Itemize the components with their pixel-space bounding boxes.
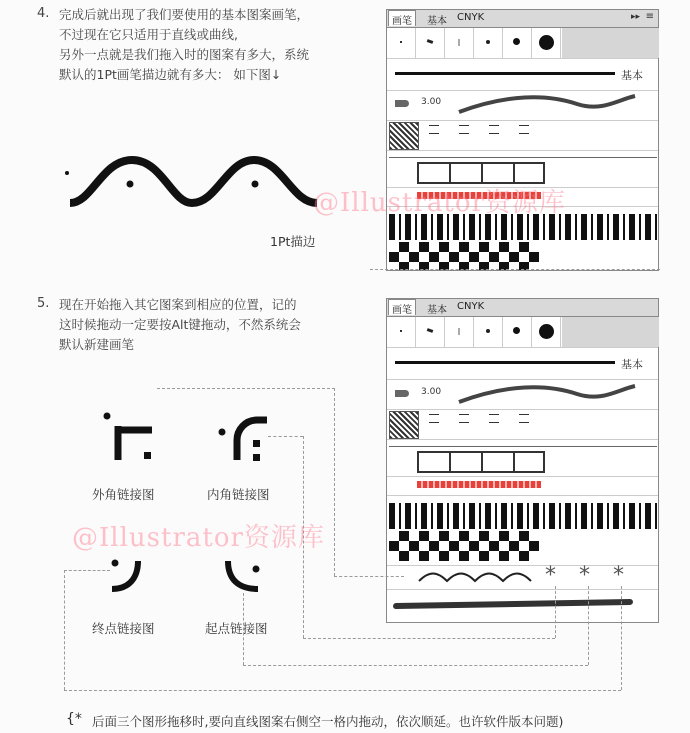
brush-tip[interactable] bbox=[445, 28, 474, 58]
asterisk-marker: * bbox=[613, 563, 624, 588]
panel-menu-icon[interactable]: ≡ bbox=[645, 11, 654, 22]
brush-tip-icon bbox=[395, 390, 409, 397]
tab-brushes[interactable]: 画笔 bbox=[388, 10, 416, 26]
empty-tip-area bbox=[562, 28, 659, 58]
watermark: @Illustrator资源库 bbox=[313, 188, 566, 218]
dashed-connector bbox=[334, 576, 404, 577]
tab-basic[interactable]: 基本 bbox=[427, 305, 447, 316]
stroke-size: 3.00 bbox=[421, 97, 442, 107]
basic-label: 基本 bbox=[621, 69, 643, 82]
outer-corner-label: 外角链接图 bbox=[92, 487, 155, 502]
checker-brush[interactable] bbox=[389, 531, 539, 561]
step4-number: 4. bbox=[37, 6, 50, 21]
pattern-art-thumb[interactable] bbox=[389, 411, 419, 439]
dashed-connector bbox=[268, 436, 303, 437]
tick-line-brush[interactable] bbox=[389, 157, 657, 158]
step5-line: 这时候拖动一定要按Alt键拖动，不然系统会 bbox=[59, 317, 301, 332]
wave-pattern-brush[interactable] bbox=[417, 569, 542, 585]
pattern-mini bbox=[459, 414, 469, 423]
brush-tip[interactable] bbox=[474, 317, 503, 347]
start-tile-icon[interactable] bbox=[222, 557, 267, 597]
dashed-connector bbox=[157, 388, 335, 389]
pattern-mini bbox=[489, 414, 499, 423]
step5-number: 5. bbox=[37, 296, 50, 311]
tab-brushes[interactable]: 画笔 bbox=[388, 299, 416, 315]
asterisk-marker: * bbox=[579, 563, 590, 588]
tab-cmyk[interactable]: CNYK bbox=[457, 12, 485, 23]
brushes-panel-2[interactable] bbox=[386, 298, 659, 623]
dashed-connector bbox=[64, 690, 621, 691]
tab-basic[interactable]: 基本 bbox=[427, 16, 447, 27]
end-label: 终点链接图 bbox=[92, 621, 155, 636]
red-pattern-brush[interactable] bbox=[417, 481, 541, 488]
dashed-connector bbox=[243, 665, 588, 666]
step4-line: 默认的1Pt画笔描边就有多大： 如下图↓ bbox=[59, 67, 282, 82]
brush-tip[interactable] bbox=[503, 28, 532, 58]
step5-line: 默认新建画笔 bbox=[59, 337, 135, 352]
film-strip-brush[interactable] bbox=[417, 451, 545, 473]
dashed-connector bbox=[588, 586, 589, 665]
panel-tabbar bbox=[387, 299, 658, 317]
stroke-size: 3.00 bbox=[421, 387, 442, 397]
step4-line: 完成后就出现了我们要使用的基本图案画笔， bbox=[59, 7, 310, 22]
brush-tip[interactable] bbox=[532, 317, 561, 347]
tick-line-brush[interactable] bbox=[389, 446, 657, 447]
dashed-connector bbox=[621, 586, 622, 690]
calligraphic-brush[interactable] bbox=[457, 92, 637, 120]
dashed-connector bbox=[64, 570, 110, 571]
dashed-connector bbox=[303, 638, 555, 639]
pattern-mini bbox=[489, 125, 499, 134]
inner-corner-tile-icon[interactable] bbox=[215, 410, 275, 470]
start-label: 起点链接图 bbox=[205, 621, 268, 636]
step5-line: 现在开始拖入其它图案到相应的位置，记的 bbox=[59, 297, 297, 312]
brush-tips-row bbox=[387, 317, 660, 347]
step4-line: 不过现在它只适用于直线或曲线, bbox=[59, 27, 238, 42]
empty-tip-area bbox=[562, 317, 659, 347]
checker-brush[interactable] bbox=[389, 242, 539, 270]
footnote-text: 后面三个图形拖移时,要向直线图案右侧空一格内拖动，依次顺延。也许软件版本问题) bbox=[92, 714, 564, 729]
basic-line-brush[interactable] bbox=[395, 72, 615, 75]
asterisk-marker: * bbox=[545, 563, 556, 588]
brush-tip[interactable] bbox=[387, 317, 416, 347]
step5-text bbox=[59, 295, 301, 355]
panel-tabbar bbox=[387, 10, 658, 28]
step4-line: 另外一点就是我们拖入时的图案有多大，系统 bbox=[59, 47, 310, 62]
brush-tip-icon bbox=[395, 100, 409, 107]
dashed-connector bbox=[64, 570, 65, 690]
brush-tip[interactable] bbox=[445, 317, 474, 347]
pattern-mini bbox=[459, 125, 469, 134]
brush-tip[interactable] bbox=[416, 317, 445, 347]
tab-cmyk[interactable]: CNYK bbox=[457, 301, 485, 312]
wave-stroke-illustration bbox=[62, 148, 327, 218]
brush-tip[interactable] bbox=[387, 28, 416, 58]
brush-tip[interactable] bbox=[532, 28, 561, 58]
inner-corner-label: 内角链接图 bbox=[207, 487, 270, 502]
dashed-connector bbox=[334, 388, 335, 576]
brushes-panel-1[interactable] bbox=[386, 9, 659, 271]
brush-tip[interactable] bbox=[474, 28, 503, 58]
greek-key-brush[interactable] bbox=[389, 503, 657, 529]
calligraphic-brush[interactable] bbox=[457, 382, 637, 410]
watermark: @Illustrator资源库 bbox=[72, 523, 325, 553]
brush-tip[interactable] bbox=[503, 317, 532, 347]
charcoal-brush[interactable] bbox=[393, 599, 633, 609]
step4-text bbox=[59, 5, 309, 85]
dashed-separator bbox=[370, 269, 660, 270]
stroke-caption: 1Pt描边 bbox=[270, 234, 316, 249]
pattern-mini bbox=[519, 125, 529, 134]
basic-line-brush[interactable] bbox=[395, 361, 615, 364]
pattern-mini bbox=[519, 414, 529, 423]
footnote-symbol: {* bbox=[66, 711, 82, 727]
brush-tips-row bbox=[387, 28, 660, 58]
pattern-art-thumb[interactable] bbox=[389, 122, 419, 150]
pattern-mini bbox=[429, 125, 439, 134]
dashed-connector bbox=[243, 593, 244, 665]
dashed-connector bbox=[555, 586, 556, 638]
basic-label: 基本 bbox=[621, 358, 643, 371]
outer-corner-tile-icon[interactable] bbox=[100, 410, 160, 470]
end-tile-icon[interactable] bbox=[110, 557, 155, 597]
film-strip-brush[interactable] bbox=[417, 162, 545, 184]
panel-collapse-icon[interactable]: ▸▸ bbox=[630, 12, 640, 22]
brush-tip[interactable] bbox=[416, 28, 445, 58]
pattern-mini bbox=[429, 414, 439, 423]
